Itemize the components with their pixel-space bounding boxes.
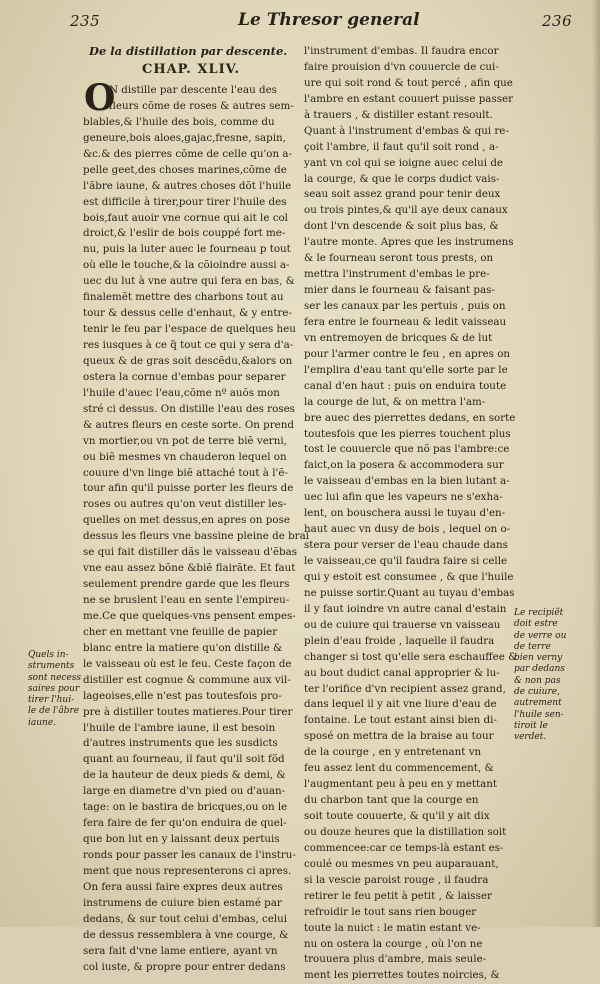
text-line: ou douze heures que la distillation soit [304, 825, 507, 838]
text-line: large en diametre d'vn pied ou d'auan- [83, 785, 286, 798]
text-line: par dedans [514, 664, 565, 675]
text-line: nu on ostera la courge , où l'on ne [304, 937, 483, 950]
text-line: ostera la cornue d'embas pour separer [83, 370, 286, 383]
text-line: bois,faut auoir vne cornue qui ait le col [83, 211, 288, 224]
text-line: le vaisseau où est le feu. Ceste façon de [83, 657, 292, 670]
text-line: changer si tost qu'elle sera eschauffee & [304, 650, 518, 663]
text-line: tage: on le bastira de bricques,ou on le [83, 801, 288, 814]
text-line: quelles on met dessus,en apres on pose [83, 514, 290, 527]
text-line: se qui fait distiller dãs le vaisseau d'ẽbas [83, 546, 298, 559]
running-title: Le Thresor general [238, 10, 420, 30]
text-line: tour afin qu'il puisse porter les fleurs de [83, 482, 294, 495]
text-line: sont necess [28, 672, 82, 683]
text-line: col iuste, & propre pour entrer dedans [83, 960, 286, 973]
text-line: lageoises,elle n'est pas toutesfois pro- [83, 689, 282, 702]
text-line: si la vescie paroist rouge , il faudra [304, 873, 489, 886]
text-line: pre à distiller toutes matieres.Pour tirer [83, 705, 293, 718]
left-column [83, 44, 310, 976]
text-line: seulement prendre garde que les fleurs [83, 578, 290, 591]
chapter-heading: CHAP. XLIV. [141, 62, 241, 77]
text-line: ou biẽ mesmes vn chauderon lequel on [83, 450, 287, 463]
text-line: ment les pierrettes toutes noircies, & [304, 969, 500, 982]
text-line: iaune. [28, 717, 57, 728]
text-line: la courge, & que le corps dudict vais- [304, 172, 500, 185]
text-line: de cuiure, [514, 687, 560, 698]
text-line: blables,& l'huile des bois, comme du [83, 115, 275, 128]
right-column [304, 44, 518, 984]
text-line: bien verny [514, 653, 563, 664]
text-line: stré ci dessus. On distille l'eau des roses [83, 402, 295, 415]
text-line: tirer l'hui- [28, 695, 75, 706]
text-line: de la courge , en y entretenant vn [304, 746, 482, 759]
text-line: haut auec vn dusy de bois , lequel on o- [304, 523, 511, 536]
text-line: vn entremoyen de bricques & de lut [304, 331, 493, 344]
text-line: verdet. [514, 732, 547, 743]
text-line: toutesfois que les pierres touchent plus [304, 427, 511, 440]
text-line: finalemẽt mettre des charbons tout au [83, 291, 284, 304]
right-column-text [304, 44, 518, 984]
margin-note-left [28, 650, 84, 729]
text-line: il y faut ioindre vn autre canal d'estain [304, 602, 507, 615]
text-line: commencee:car ce temps-là estant es- [304, 841, 504, 854]
text-line: dessus les fleurs vne bassine pleine de brai [83, 530, 310, 543]
text-line: coulé ou mesmes vn peu auparauant, [304, 857, 499, 870]
text-line: res iusques à ce q̃ tout ce qui y sera d'a- [83, 339, 294, 351]
text-line: de dessus ressemblera à vne courge, & [83, 928, 289, 941]
text-line: çoit l'ambre, il faut qu'il soit rond , a- [304, 140, 499, 153]
text-line: à trauers , & distiller estant resoult. [304, 108, 493, 121]
text-line: l'autre monte. Apres que les instrumens [304, 236, 514, 249]
text-line: le vaisseau d'embas en la bien lutant a- [304, 475, 510, 488]
text-line: sposé on mettra de la braise au tour [304, 730, 494, 743]
text-line: d'autres instruments que les susdicts [83, 737, 278, 750]
text-line: ou trois pintes,& qu'il aye deux canaux [304, 204, 508, 217]
page-edge-shadow [592, 0, 600, 927]
text-line: pour l'armer contre le feu , en apres on [304, 347, 511, 360]
text-line: pelle geet,des choses marines,cõme de [83, 163, 287, 176]
text-line: où elle le touche,& la cõioindre aussi a- [83, 259, 290, 272]
page-number-right: 236 [542, 12, 573, 30]
text-line: dedans, & sur tout celui d'embas, celui [83, 912, 288, 925]
text-line: du charbon tant que la courge en [304, 794, 479, 807]
text-line: tenir le feu par l'espace de quelques heu [83, 323, 296, 336]
text-line: On fera aussi faire expres deux autres [83, 880, 283, 893]
text-line: &c.& des pierres cõme de celle qu'on a- [83, 147, 293, 160]
text-line: ure qui soit rond & tout percé , afin que [304, 76, 513, 89]
text-line: mettra l'instrument d'embas le pre- [304, 268, 490, 281]
text-line: l'emplira d'eau tant qu'elle sorte par le [304, 363, 508, 376]
text-line: l'huile sen- [514, 709, 564, 720]
text-line: vne eau assez bõne &biẽ flairãte. Et faut [83, 562, 296, 575]
text-line: uec du lut à vne autre qui fera en bas, & [83, 275, 295, 288]
text-line: couure d'vn linge biẽ attaché tout à l'ẽ- [83, 466, 288, 479]
text-line: canal d'en haut : puis on enduira toute [304, 379, 507, 392]
text-line: l'huile d'auec l'eau,cõme nº auõs mon [83, 386, 280, 399]
margin-note-right [514, 608, 594, 744]
text-line: est difficile à tirer,pour tirer l'huile des [83, 195, 287, 208]
text-line: le de l'ãbre [28, 706, 80, 717]
left-column-text [83, 77, 310, 976]
text-line: retirer le feu petit à petit , & laisser [304, 889, 492, 902]
text-line: ser les canaux par les pertuis , puis on [304, 300, 506, 312]
text-line: droict,& l'eslir de bois couppé fort me- [83, 227, 286, 240]
text-line: trouuera plus d'ambre, mais seule- [304, 953, 487, 966]
text-line: soit toute couuerte, & qu'il y ait dix [304, 810, 490, 822]
text-line: ou de cuiure qui trauerse vn vaisseau [304, 618, 501, 631]
text-line: de la hauteur de deux pieds & demi, & [83, 769, 286, 782]
text-line: fera entre le fourneau & ledit vaisseau [304, 315, 507, 328]
text-line: que bon lut en y laissant deux pertuis [83, 833, 280, 846]
text-line: faict,on la posera & accommodera sur [304, 459, 504, 472]
text-line: plein d'eau froide , laquelle il faudra [304, 634, 495, 647]
text-line: struments [28, 661, 75, 672]
text-line: l'huile de l'ambre iaune, il est besoin [83, 721, 276, 734]
text-line: ter l'orifice d'vn recipient assez grand, [304, 682, 506, 695]
text-line: ronds pour passer les canaux de l'instru- [83, 849, 296, 861]
text-line: feu assez lent du commencement, & [304, 762, 494, 775]
text-line: l'instrument d'embas. Il faudra encor [304, 45, 499, 57]
text-line: N distille par descente l'eau des [109, 84, 277, 96]
text-line: qui y estoit est consumee , & que l'huile [304, 570, 514, 583]
text-line: de terre [514, 641, 551, 652]
text-line: fontaine. Le tout estant ainsi bien di- [304, 714, 497, 727]
text-line: fleurs cõme de roses & autres sem- [109, 99, 294, 112]
text-line: refroidir le tout sans rien bouger [304, 905, 477, 918]
text-line: seau soit assez grand pour tenir deux [304, 188, 501, 201]
text-line: de verre ou [514, 630, 567, 641]
drop-cap: O [84, 77, 116, 119]
text-line: ne puisse sortir.Quant au tuyau d'embas [304, 586, 515, 599]
text-line: & le fourneau seront tous prests, on [304, 252, 494, 265]
text-line: tost le couuercle que nõ pas l'ambre:ce [304, 443, 510, 456]
text-line: uec lui afin que les vapeurs ne s'exha- [304, 491, 503, 504]
text-line: doit estre [514, 619, 558, 630]
text-line: geneure,bois aloes,gajac,fresne, sapin, [83, 131, 286, 144]
text-line: Quant à l'instrument d'embas & qui re- [304, 124, 509, 137]
text-line: au bout dudict canal approprier & lu- [304, 666, 500, 679]
text-line: la courge de lut, & on mettra l'am- [304, 395, 486, 408]
text-line: Quels in- [28, 650, 69, 660]
text-line: stera pour verser de l'eau chaude dans [304, 539, 508, 552]
text-line: blanc entre la matiere qu'on distille & [83, 641, 283, 654]
text-line: vn mortier,ou vn pot de terre biẽ verni, [83, 434, 287, 447]
text-line: l'augmentant peu à peu en y mettant [304, 778, 498, 791]
text-line: ment que nous representerons ci apres. [83, 864, 292, 877]
running-header [0, 10, 600, 36]
text-line: mier dans le fourneau & faisant pas- [304, 284, 495, 297]
text-line: tiroit le [514, 720, 548, 731]
text-line: quant au fourneau, il faut qu'il soit fõd [83, 753, 285, 766]
text-line: distiller est cognue & commune aux vil- [83, 673, 291, 686]
text-line: & autres fleurs en ceste sorte. On prend [83, 418, 295, 431]
text-line: toute la nuict : le matin estant ve- [304, 921, 481, 934]
text-line: instrumens de cuiure bien estamé par [83, 896, 282, 909]
text-line: nu, puis la luter auec le fourneau p tout [83, 243, 291, 256]
text-line: Le recipiẽt [514, 608, 564, 618]
section-title: De la distillation par descente. [89, 44, 288, 58]
text-line: me.Ce que quelques-vns pensent empes- [83, 609, 296, 622]
text-line: & non pas [514, 675, 561, 686]
text-line: faire prouision d'vn couuercle de cui- [304, 60, 499, 73]
text-line: lent, on bouschera aussi le tuyau d'en- [304, 507, 506, 520]
text-line: ne se bruslent l'eau en sente l'empireu- [83, 594, 290, 606]
text-line: saires pour [28, 683, 80, 694]
text-line: sera fait d'vne lame entiere, ayant vn [83, 944, 278, 957]
text-line: queux & de gras soit descẽdu,&alors on [83, 354, 293, 367]
text-line: yant vn col qui se ioigne auec celui de [304, 156, 504, 169]
text-line: l'ãbre iaune, & autres choses dõt l'huile [83, 179, 292, 192]
text-line: autrement [514, 698, 562, 709]
text-line: dans lequel il y ait vne liure d'eau de [304, 698, 497, 711]
page-number-left: 235 [70, 12, 101, 30]
text-line: dont l'vn descende & soit plus bas, & [304, 220, 499, 233]
text-line: roses ou autres qu'on veut distiller les- [83, 498, 287, 511]
text-line: cher en mettant vne feuille de papier [83, 625, 278, 638]
text-line: fera faire de fer qu'on enduira de quel- [83, 817, 287, 830]
text-line: bre auec des pierrettes dedans, en sorte [304, 411, 516, 424]
text-line: tour & dessus celle d'enhaut, & y entre- [83, 307, 292, 320]
text-line: le vaisseau,ce qu'il faudra faire si celle [304, 555, 508, 567]
text-line: l'ambre en estant couuert puisse passer [304, 92, 514, 105]
